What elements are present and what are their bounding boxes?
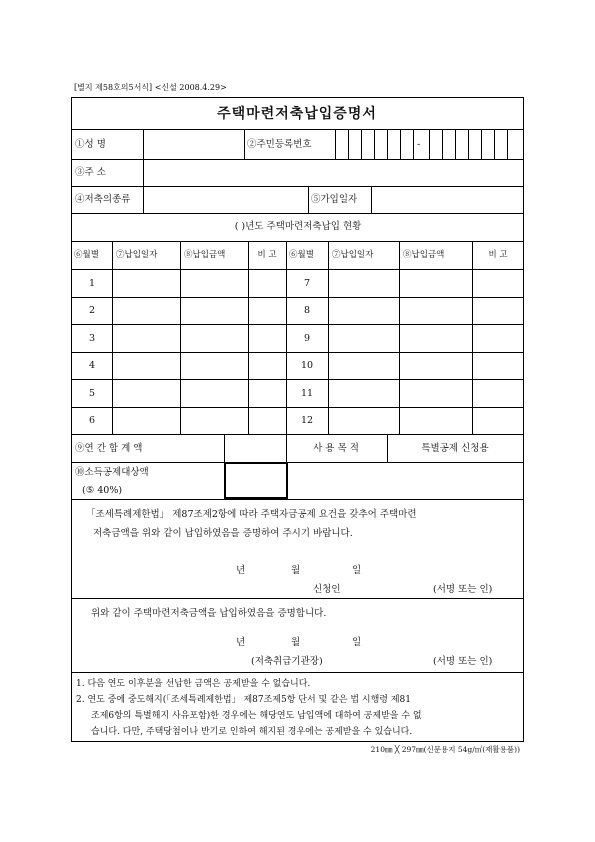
divider	[244, 129, 245, 159]
divider	[472, 241, 473, 434]
month-cell: 4	[88, 360, 96, 371]
divider	[71, 241, 524, 242]
join-date-input[interactable]	[372, 187, 523, 212]
divider	[71, 324, 524, 325]
divider	[71, 672, 524, 673]
divider	[71, 499, 524, 500]
header-date-right: ⑦납입일자	[332, 250, 374, 260]
address-label: ③주 소	[75, 167, 106, 178]
month-cell: 9	[303, 333, 311, 344]
divider	[180, 241, 181, 434]
join-date-label: ⑤가입일자	[311, 194, 358, 205]
month-cell: 5	[88, 388, 96, 399]
divider	[399, 241, 400, 434]
form-number-label: [별지 제58호의5서식] <신설 2008.4.29>	[74, 83, 227, 92]
divider	[71, 407, 524, 408]
month-cell: 12	[300, 415, 314, 426]
divider	[71, 297, 524, 298]
divider	[308, 186, 309, 213]
rrn-input[interactable]	[336, 130, 523, 158]
month-cell: 1	[88, 278, 96, 289]
divider	[71, 213, 524, 214]
divider	[71, 352, 524, 353]
header-amount-right: ⑧납입금액	[403, 250, 445, 260]
header-month-right: ⑥월별	[289, 250, 314, 260]
header-month-left: ⑥월별	[74, 250, 99, 260]
note-line: 조제6항의 특별해지 사유포함)한 경우에는 해당연도 납입액에 대하여 공제받을 수 없	[91, 711, 422, 721]
note-line: 2. 연도 중에 중도해지(「조세특례제한법」 제87조제5항 단서 및 같은 법 시행령 제81	[76, 695, 411, 705]
paper-spec: 210㎜ ╳ 297㎜(신문용지 54g/㎡(재활용품))	[370, 745, 520, 754]
divider	[286, 434, 287, 462]
request-text-line2: 저축금액을 위와 같이 납입하였음을 증명하여 주시기 바랍니다.	[93, 528, 353, 539]
request-day: 일	[352, 565, 362, 576]
institution-label: (저축취급기관장)	[251, 656, 323, 667]
note-line: 1. 다음 연도 이후분을 선납한 금액은 공제받을 수 없습니다.	[76, 679, 311, 689]
header-remarks-left: 비 고	[257, 250, 277, 260]
certify-text: 위와 같이 주택마련저축금액을 납입하였음을 증명합니다.	[91, 608, 327, 619]
page-title: 주택마련저축납입증명서	[217, 106, 377, 122]
address-input[interactable]	[144, 160, 523, 185]
month-cell: 6	[88, 415, 96, 426]
annual-total-label: ⑨연 간 합 계 액	[75, 443, 143, 454]
divider	[71, 379, 524, 380]
savings-type-label: ④저축의종류	[75, 194, 131, 205]
divider	[387, 434, 388, 462]
header-amount-left: ⑧납입금액	[184, 250, 226, 260]
certify-year: 년	[236, 637, 246, 648]
purpose-label: 사 용 목 적	[313, 443, 359, 454]
rrn-dash: -	[417, 139, 421, 150]
applicant-label: 신청인	[313, 584, 341, 595]
month-cell: 2	[88, 305, 96, 316]
certify-month: 월	[291, 637, 301, 648]
month-cell: 10	[300, 360, 314, 371]
savings-type-input[interactable]	[144, 187, 307, 212]
name-input[interactable]	[144, 130, 243, 158]
month-cell: 3	[88, 333, 96, 344]
deduction-label: ⑩소득공제대상액	[75, 467, 149, 478]
divider	[71, 269, 524, 270]
month-cell: 11	[300, 388, 314, 399]
month-cell: 7	[303, 278, 311, 289]
name-label: ①성 명	[75, 139, 106, 150]
divider	[71, 434, 524, 435]
divider	[286, 241, 287, 434]
note-line: 습니다. 다만, 주택당첨이나 반기로 인하여 해지된 경우에는 공제받을 수 있습니다.	[91, 727, 413, 737]
divider	[328, 241, 329, 434]
status-title: ( )년도 주택마련저축납입 현황	[234, 221, 362, 232]
rrn-label: ②주민등록번호	[247, 139, 312, 150]
request-month: 월	[291, 565, 301, 576]
month-cell: 8	[303, 305, 311, 316]
institution-sign-label: (서명 또는 인)	[433, 656, 493, 667]
request-year: 년	[236, 565, 246, 576]
applicant-sign-label: (서명 또는 인)	[433, 584, 493, 595]
header-date-left: ⑦납입일자	[116, 250, 158, 260]
divider	[248, 241, 249, 434]
deduction-amount-input[interactable]	[224, 462, 288, 499]
divider	[112, 241, 113, 434]
certify-day: 일	[352, 637, 362, 648]
annual-total-input[interactable]	[225, 435, 285, 461]
header-remarks-right: 비 고	[488, 250, 508, 260]
request-text-line1: 「조세특례제한법」 제87조제2항에 따라 주택자금공제 요건을 갖추어 주택마련	[86, 509, 417, 520]
divider	[71, 462, 524, 463]
purpose-value: 특별공제 신청용	[421, 443, 489, 454]
divider	[71, 598, 524, 599]
deduction-rate-label: (⑤ 40%)	[82, 485, 123, 496]
